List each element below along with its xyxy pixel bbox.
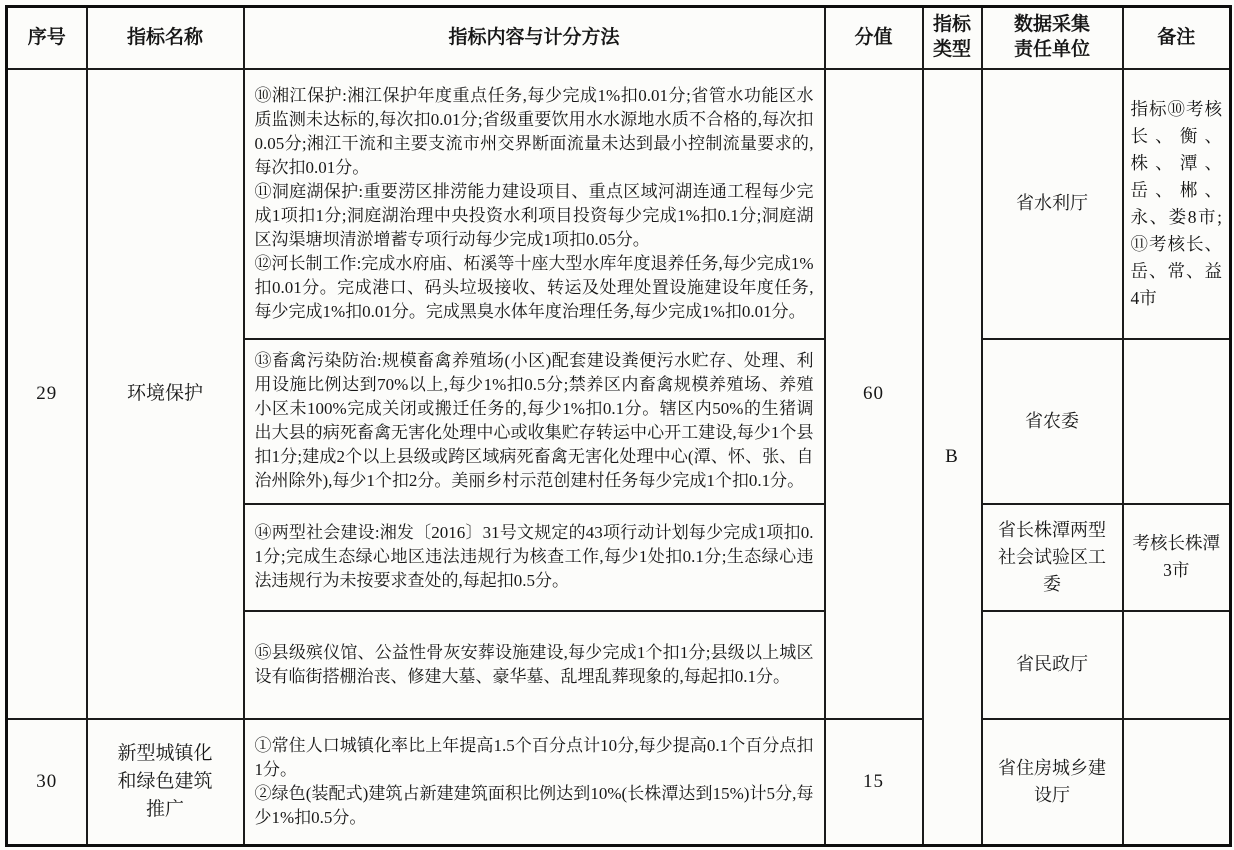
row29-unit-cell-3: 省长株潭两型社会试验区工委 [982, 504, 1123, 611]
row29-remark-cell-1: 指标⑩考核长、衡、株、潭、岳、郴、永、娄8市;⑪考核长、岳、常、益4市 [1123, 69, 1231, 339]
row30-seq-cell: 30 [7, 719, 87, 846]
row29-content-cell-3 [244, 504, 825, 611]
row29-remark-cell-2 [1123, 339, 1231, 504]
col-header-type-line2: 类型 [932, 38, 971, 60]
col-header-unit-line1: 数据采集 [1013, 14, 1090, 36]
row29-content-cell-2 [244, 339, 825, 504]
row29-score-cell: 60 [825, 69, 923, 719]
col-header-unit [982, 7, 1123, 69]
content-paragraph-15: ⑮县级殡仪馆、公益性骨灰安葬设施建设,每少完成1个扣1分;县级以上城区设有临街搭棚治丧、修建大墓、豪华墓、乱埋乱葬现象的,每起扣0.1分。 [254, 642, 814, 686]
assessment-indicator-table [5, 5, 1232, 847]
col-header-content: 指标内容与计分方法 [244, 7, 825, 69]
col-header-remark: 备注 [1123, 7, 1231, 69]
row29-unit-cell-4: 省民政厅 [982, 611, 1123, 719]
row30-indicator-name-cell: 新型城镇化和绿色建筑推广 [87, 719, 244, 846]
content-paragraph-12: ⑫河长制工作:完成水府庙、柘溪等十座大型水库年度退养任务,每少完成1%扣0.01分。完成港口、码头垃圾接收、转运及处理处置设施建设年度任务,每少完成1%扣0.01分。完成黑臭水体年度治理任务,每少完成1%扣0.01分。 [254, 253, 814, 321]
row29-unit-cell-1: 省水利厅 [982, 69, 1123, 339]
row29-remark-cell-4 [1123, 611, 1231, 719]
col-header-type-line1: 指标 [932, 14, 971, 36]
col-header-type [923, 7, 982, 69]
row30-unit-cell: 省住房城乡建设厅 [982, 719, 1123, 846]
row29-remark-cell-3: 考核长株潭3市 [1123, 504, 1231, 611]
content-paragraph-2: ②绿色(装配式)建筑占新建建筑面积比例达到10%(长株潭达到15%)计5分,每少1%扣0.5分。 [254, 783, 814, 827]
table-row-30 [7, 719, 1231, 846]
content-paragraph-14: ⑭两型社会建设:湘发〔2016〕31号文规定的43项行动计划每少完成1项扣0.1分;完成生态绿心地区违法违规行为核查工作,每少1处扣0.1分;生态绿心违法违规行为未按要求查处的,每起扣0.5分。 [254, 523, 814, 590]
table-row-29-section-1 [7, 69, 1231, 339]
content-paragraph-1: ①常住人口城镇化率比上年提高1.5个百分点计10分,每少提高0.1个百分点扣1分。 [254, 735, 814, 779]
row29-indicator-name-cell: 环境保护 [87, 69, 244, 719]
col-header-score: 分值 [825, 7, 923, 69]
row29-seq-cell: 29 [7, 69, 87, 719]
content-paragraph-11: ⑪洞庭湖保护:重要涝区排涝能力建设项目、重点区域河湖连通工程每少完成1项扣1分;洞庭湖治理中央投资水利项目投资每少完成1%扣0.1分;洞庭湖区沟渠塘坝清淤增蓄专项行动每少完成1项扣0.05分。 [254, 181, 814, 249]
row29-content-cell-4 [244, 611, 825, 719]
row30-remark-cell [1123, 719, 1231, 846]
row29-content-cell-1 [244, 69, 825, 339]
col-header-unit-line2: 责任单位 [1013, 38, 1090, 60]
row30-content-cell [244, 719, 825, 846]
header-row [7, 7, 1231, 69]
content-paragraph-10: ⑩湘江保护:湘江保护年度重点任务,每少完成1%扣0.01分;省管水功能区水质监测未达标的,每次扣0.01分;省级重要饮用水水源地水质不合格的,每次扣0.05分;湘江干流和主要支流市州交界断面流量未达到最小控制流量要求的,每次扣0.01分。 [254, 85, 814, 177]
row29-unit-cell-2: 省农委 [982, 339, 1123, 504]
col-header-seq: 序号 [7, 7, 87, 69]
type-cell-b: B [923, 69, 982, 846]
row30-score-cell: 15 [825, 719, 923, 846]
col-header-indicator-name: 指标名称 [87, 7, 244, 69]
content-paragraph-13: ⑬畜禽污染防治:规模畜禽养殖场(小区)配套建设粪便污水贮存、处理、利用设施比例达到70%以上,每少1%扣0.5分;禁养区内畜禽规模养殖场、养殖小区未100%完成关闭或搬迁任务的,每少1%扣0.1分。辖区内50%的生猪调出大县的病死畜禽无害化处理中心或收集贮存转运中心开工建设,每少1个县扣1分;建成2个以上县级或跨区域病死畜禽无害化处理中心(潭、怀、张、自治州除外),每少1个扣2分。美丽乡村示范创建村任务每少完成1个扣0.1分。 [254, 351, 814, 490]
